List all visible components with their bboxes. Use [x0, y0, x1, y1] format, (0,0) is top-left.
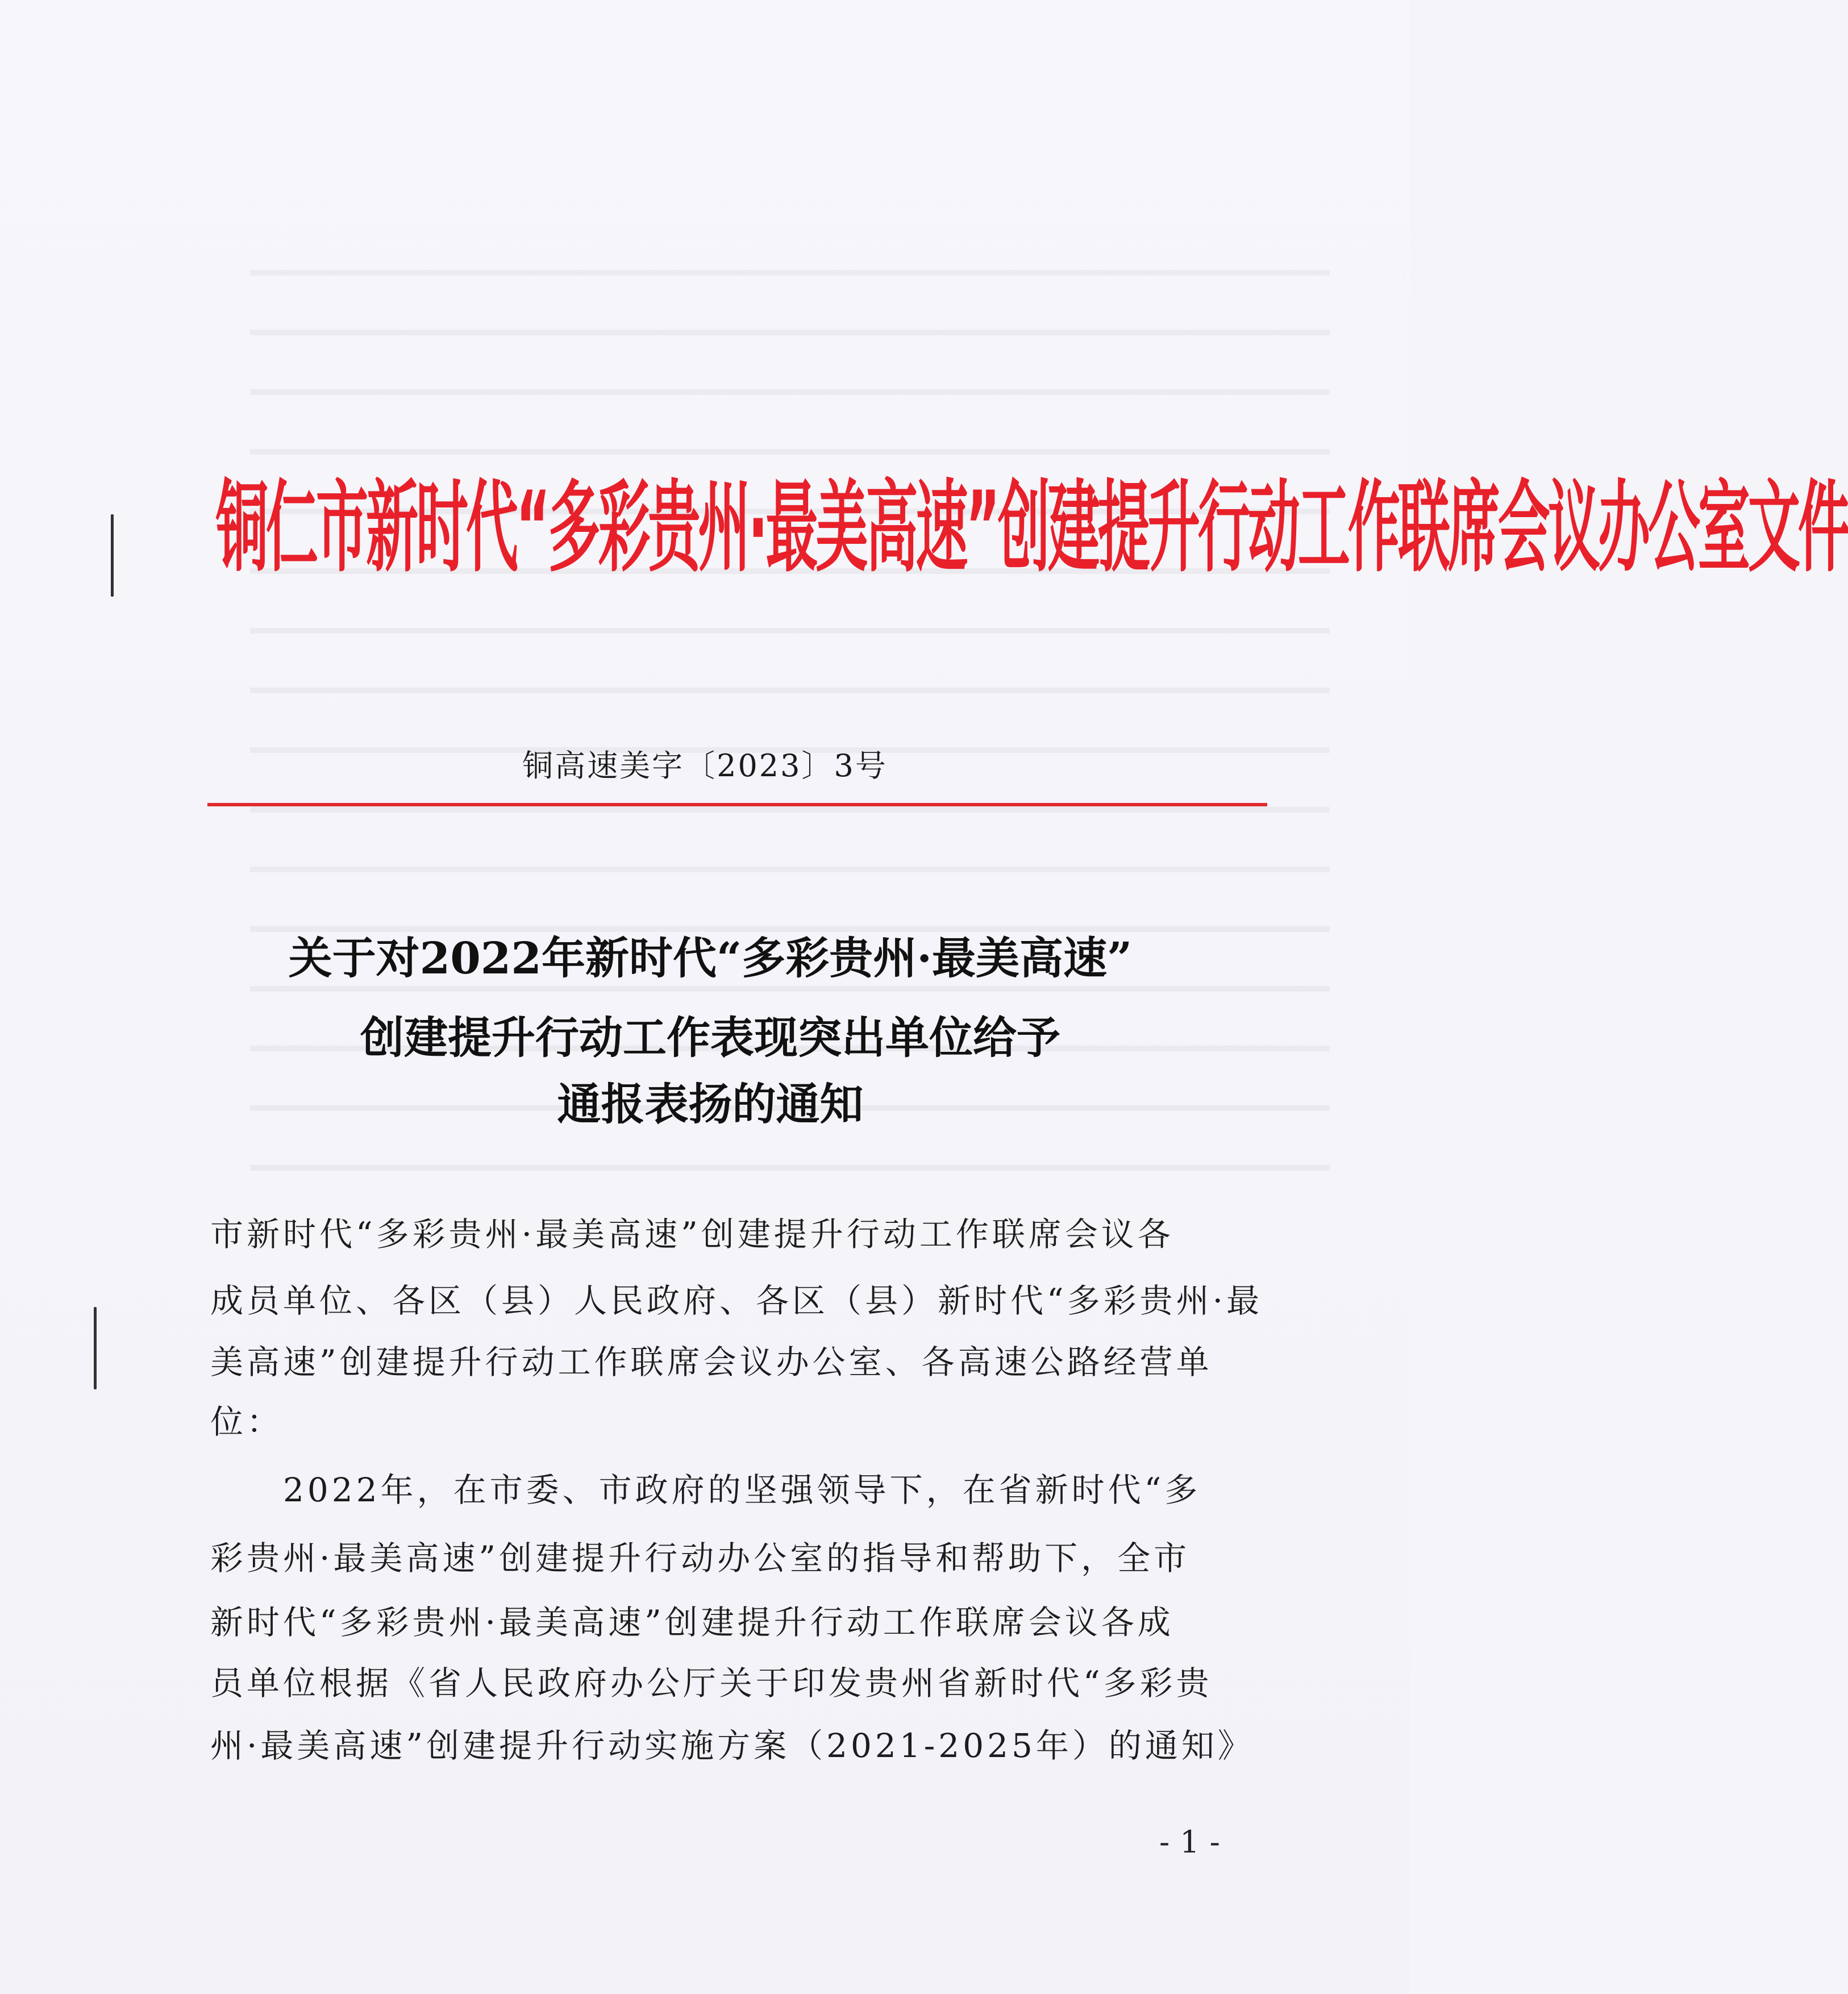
notice-title-line-2: 创建提升行动工作表现突出单位给予 [360, 1013, 1060, 1064]
body-line: 新时代“多彩贵州·最美高速”创建提升行动工作联席会议各成 [210, 1603, 1174, 1642]
notice-title-line-3: 通报表扬的通知 [557, 1079, 864, 1130]
body-line: 州·最美高速”创建提升行动实施方案（2021-2025年）的通知》 [210, 1726, 1254, 1765]
body-line: 美高速”创建提升行动工作联席会议办公室、各高速公路经营单 [210, 1343, 1213, 1381]
body-line: 员单位根据《省人民政府办公厅关于印发贵州省新时代“多彩贵 [210, 1664, 1213, 1702]
binding-mark-bottom [94, 1307, 97, 1389]
page-number: -1- [1159, 1824, 1230, 1860]
body-line: 市新时代“多彩贵州·最美高速”创建提升行动工作联席会议各 [210, 1215, 1174, 1254]
issuer-header-title: 铜仁市新时代“多彩贵州·最美高速”创建提升行动工作联席会议办公室文件 [216, 470, 1848, 586]
red-divider-rule [207, 803, 1267, 806]
document-number: 铜高速美字〔2023〕3号 [522, 748, 888, 784]
body-line: 位： [210, 1402, 284, 1441]
body-line: 成员单位、各区（县）人民政府、各区（县）新时代“多彩贵州·最 [210, 1281, 1263, 1320]
body-line: 彩贵州·最美高速”创建提升行动办公室的指导和帮助下，全市 [210, 1539, 1191, 1577]
notice-title-line-1: 关于对2022年新时代“多彩贵州·最美高速” [288, 933, 1133, 984]
body-line: 2022年，在市委、市政府的坚强领导下，在省新时代“多 [210, 1471, 1201, 1509]
binding-mark-top [111, 514, 114, 597]
